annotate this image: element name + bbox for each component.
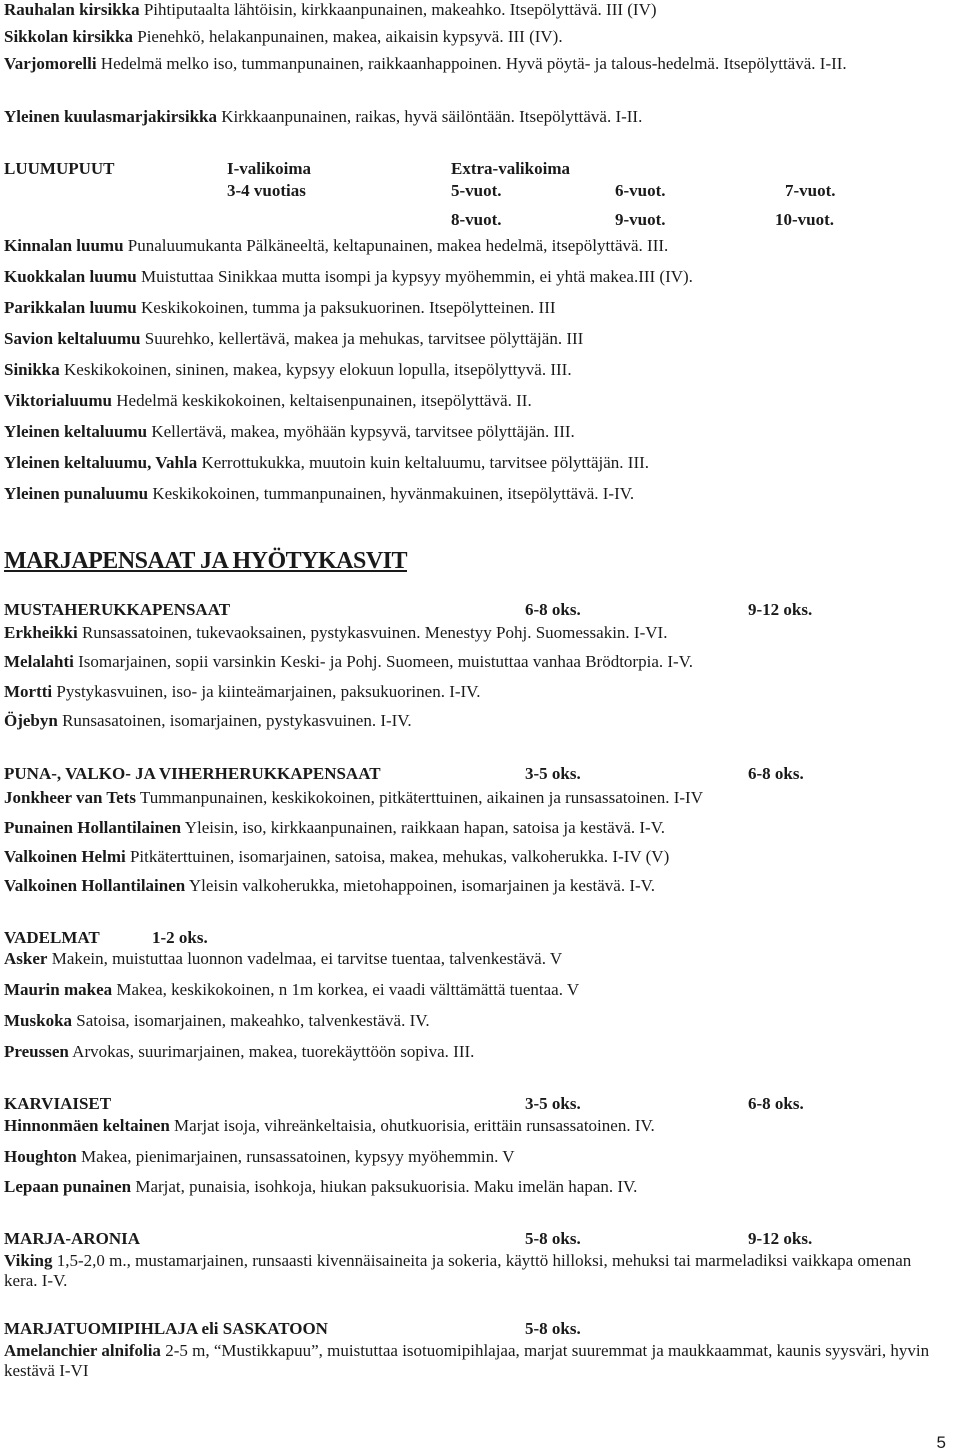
variety-desc: Yleisin valkoherukka, mietohappoinen, isomarjainen ja kestävä. I-V. [188,876,655,895]
aronia-title: MARJA-ARONIA [4,1229,140,1248]
cherry-entry [4,107,642,127]
raspberry-entry [4,1011,430,1031]
gooseberry-entry [4,1147,515,1167]
variety-desc: Satoisa, isomarjainen, makeahko, talvenkestävä. IV. [76,1011,430,1030]
plum-entry [4,360,572,380]
cherry-entry [4,0,657,20]
saskatoon-title: MARJATUOMIPIHLAJA eli SASKATOON [4,1319,328,1338]
variety-desc: Makea, pienimarjainen, runsassatoinen, kypsyy myöhemmin. V [81,1147,515,1166]
variety-name: Varjomorelli [4,54,97,73]
plum-entry [4,267,693,287]
plum-entry [4,391,532,411]
variety-desc: Isomarjainen, sopii varsinkin Keski- ja Pohj. Suomeen, muistuttaa vanhaa Brödtorpia. I-V. [78,652,694,671]
variety-desc: 2-5 m, “Mustikkapuu”, muistuttaa isotuomipihlajaa, marjat suuremmat ja maukkaammat, kaunis syysväri, hyvin kestävä I-VI [4,1341,930,1380]
size-label: 5-8 oks. [525,1229,581,1248]
variety-name: Kuokkalan luumu [4,267,137,286]
variety-name: Savion keltaluumu [4,329,141,348]
raspberry-entry [4,949,562,969]
variety-desc: Hedelmä melko iso, tummanpunainen, raikkaanhappoinen. Hyvä pöytä- ja talous-hedelmä. Itsepölyttävä. I-II. [100,54,847,73]
redcurrant-entry [4,876,655,896]
blackcurrant-entry [4,652,693,672]
variety-desc: Runsassatoinen, tukevaoksainen, pystykasvuinen. Menestyy Pohj. Suomessakin. I-VI. [81,623,668,642]
size-label: 1-2 oks. [152,928,208,947]
variety-name: Rauhalan kirsikka [4,0,140,19]
redcurrant-entry [4,818,665,838]
variety-desc: Hedelmä keskikokoinen, keltaisenpunainen, itsepölyttävä. II. [116,391,532,410]
variety-name: Lepaan punainen [4,1177,132,1196]
saskatoon-entry [4,1341,934,1381]
variety-desc: Punaluumukanta Pälkäneeltä, keltapunainen, makea hedelmä, itsepölyttävä. III. [127,236,669,255]
size-label: 9-12 oks. [748,1229,813,1248]
plum-age: 6-vuot. [615,181,666,200]
gooseberry-entry [4,1116,655,1136]
plum-age: 10-vuot. [775,210,835,229]
variety-name: Kinnalan luumu [4,236,124,255]
plum-age: 7-vuot. [785,181,836,200]
plum-age: 9-vuot. [615,210,666,229]
variety-name: Valkoinen Helmi [4,847,126,866]
section-title: MARJAPENSAAT JA HYÖTYKASVIT [4,548,407,574]
plum-entry [4,236,668,256]
variety-name: Valkoinen Hollantilainen [4,876,186,895]
variety-desc: Pitkäterttuinen, isomarjainen, satoisa, makea, mehukas, valkoherukka. I-IV (V) [129,847,670,866]
variety-desc: 1,5-2,0 m., mustamarjainen, runsaasti kivennäisaineita ja sokeria, käyttö hilloksi, mehuksi tai marmeladiksi vaikkapa omenan kera. I-V. [4,1251,912,1290]
size-label: 6-8 oks. [525,600,581,619]
variety-name: Muskoka [4,1011,73,1030]
aronia-entry [4,1251,934,1291]
variety-name: Parikkalan luumu [4,298,137,317]
variety-name: Yleinen keltaluumu [4,422,148,441]
blackcurrant-entry [4,711,412,731]
variety-name: Houghton [4,1147,77,1166]
plum-entry [4,329,583,349]
variety-name: Jonkheer van Tets [4,788,136,807]
size-label: 9-12 oks. [748,600,813,619]
plum-section-title: LUUMUPUUT [4,159,115,178]
variety-name: Hinnonmäen keltainen [4,1116,170,1135]
variety-desc: Keskikokoinen, sininen, makea, kypsyy elokuun lopulla, itsepölyttyvä. III. [64,360,572,379]
blackcurrant-entry [4,682,481,702]
variety-name: Öjebyn [4,711,58,730]
plum-col1-sub: 3-4 vuotias [227,181,306,200]
variety-name: Punainen Hollantilainen [4,818,182,837]
plum-entry [4,484,634,504]
variety-name: Amelanchier alnifolia [4,1341,161,1360]
variety-desc: Pihtiputaalta lähtöisin, kirkkaanpunainen, makeahko. Itsepölyttävä. III (IV) [143,0,657,19]
size-label: 3-5 oks. [525,764,581,783]
plum-entry [4,453,649,473]
raspberry-entry [4,980,579,1000]
size-label: 6-8 oks. [748,764,804,783]
variety-name: Yleinen kuulasmarjakirsikka [4,107,218,126]
size-label: 3-5 oks. [525,1094,581,1113]
variety-name: Viktorialuumu [4,391,113,410]
blackcurrant-entry [4,623,667,643]
plum-entry [4,422,575,442]
variety-name: Preussen [4,1042,69,1061]
variety-desc: Suurehko, kellertävä, makea ja mehukas, tarvitsee pölyttäjän. III [144,329,584,348]
redcurrant-entry [4,847,669,867]
page-number: 5 [936,1433,946,1452]
variety-name: Maurin makea [4,980,113,999]
variety-name: Sinikka [4,360,60,379]
variety-desc: Keskikokoinen, tumma ja paksukuorinen. Itsepölytteinen. III [141,298,556,317]
plum-age: 8-vuot. [451,210,502,229]
plum-age: 5-vuot. [451,181,502,200]
variety-desc: Runsasatoinen, isomarjainen, pystykasvuinen. I-IV. [62,711,412,730]
variety-desc: Kerrottukukka, muutoin kuin keltaluumu, tarvitsee pölyttäjän. III. [201,453,650,472]
gooseberry-title: KARVIAISET [4,1094,112,1113]
raspberry-entry [4,1042,474,1062]
variety-name: Viking [4,1251,53,1270]
cherry-entry [4,54,934,74]
variety-name: Yleinen punaluumu [4,484,149,503]
gooseberry-entry [4,1177,637,1197]
size-label: 5-8 oks. [525,1319,581,1338]
variety-desc: Makea, keskikokoinen, n 1m korkea, ei vaadi välttämättä tuentaa. V [116,980,580,999]
variety-name: Yleinen keltaluumu, Vahla [4,453,198,472]
size-label: 6-8 oks. [748,1094,804,1113]
variety-desc: Kirkkaanpunainen, raikas, hyvä säilöntään. Itsepölyttävä. I-II. [221,107,643,126]
variety-name: Asker [4,949,48,968]
variety-desc: Muistuttaa Sinikkaa mutta isompi ja kypsyy myöhemmin, ei yhtä makea.III (IV). [141,267,693,286]
variety-name: Mortti [4,682,53,701]
plum-col2-header: Extra-valikoima [451,159,570,178]
variety-desc: Yleisin, iso, kirkkaanpunainen, raikkaan hapan, satoisa ja kestävä. I-V. [184,818,666,837]
variety-desc: Keskikokoinen, tummanpunainen, hyvänmakuinen, itsepölyttävä. I-IV. [152,484,635,503]
variety-desc: Marjat isoja, vihreänkeltaisia, ohutkuorisia, erittäin runsassatoinen. IV. [174,1116,655,1135]
variety-name: Melalahti [4,652,74,671]
plum-entry [4,298,556,318]
variety-desc: Tummanpunainen, keskikokoinen, pitkäterttuinen, aikainen ja runsassatoinen. I-IV [139,788,703,807]
variety-desc: Pienehkö, helakanpunainen, makea, aikaisin kypsyvä. III (IV). [137,27,563,46]
variety-name: Sikkolan kirsikka [4,27,133,46]
raspberry-title: VADELMAT [4,928,100,947]
cherry-entry [4,27,563,47]
variety-desc: Kellertävä, makea, myöhään kypsyvä, tarvitsee pölyttäjän. III. [151,422,575,441]
variety-desc: Makein, muistuttaa luonnon vadelmaa, ei tarvitse tuentaa, talvenkestävä. V [51,949,563,968]
variety-desc: Pystykasvuinen, iso- ja kiinteämarjainen, paksukuorinen. I-IV. [56,682,481,701]
variety-name: Erkheikki [4,623,78,642]
redcurrant-title: PUNA-, VALKO- JA VIHERHERUKKAPENSAAT [4,764,381,783]
plum-col1-header: I-valikoima [227,159,312,178]
blackcurrant-title: MUSTAHERUKKAPENSAAT [4,600,231,619]
variety-desc: Arvokas, suurimarjainen, makea, tuorekäyttöön sopiva. III. [72,1042,475,1061]
redcurrant-entry [4,788,703,808]
variety-desc: Marjat, punaisia, isohkoja, hiukan paksukuorisia. Maku imelän hapan. IV. [135,1177,638,1196]
